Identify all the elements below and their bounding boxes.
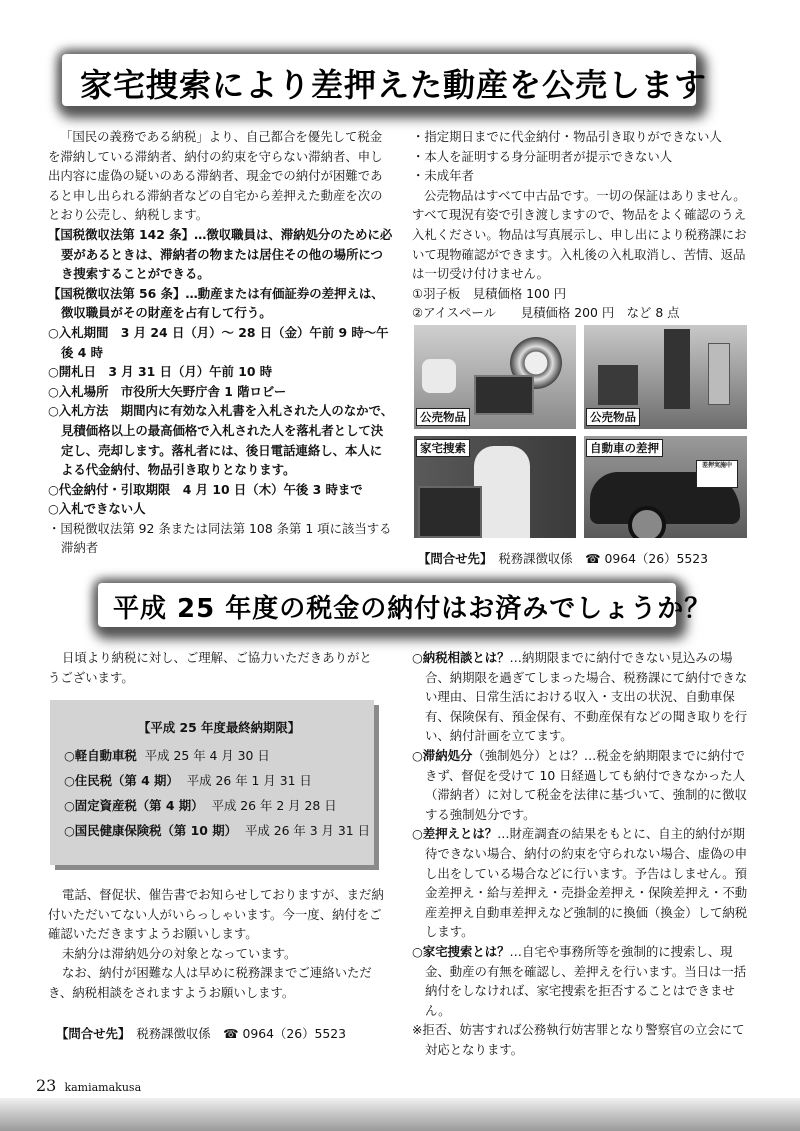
section1-right-column	[412, 127, 750, 323]
photo-auction-items-2	[584, 325, 747, 429]
deadline-row-name: ○国民健康保険税（第 10 期）	[64, 823, 237, 838]
deadline-box	[50, 700, 374, 865]
contact1	[418, 549, 708, 569]
deadline-row-date: 平成 25 年 4 月 30 日	[144, 748, 270, 763]
ineligible-item-4: ・未成年者	[412, 168, 474, 184]
intro-paragraph: 「国民の義務である納税」より、自己都合を優先して税金を滞納している滞納者、納付の約束を守らない滞納者、申し出内容に虚偽の疑いのある滞納者、現金での納付が困難であると申し出られる滞納者などの自宅から差押えた動産を次のとおり公売し、納税します。	[48, 129, 383, 223]
definition-delinquency	[412, 746, 752, 824]
opening-date: ○開札日 3 月 31 日（月）午前 10 時	[48, 364, 273, 380]
section2-title: 平成 25 年度の税金の納付はお済みでしょうか？	[113, 594, 712, 624]
deadline-box-title: 【平成 25 年度最終納期限】	[138, 720, 301, 735]
ineligible-item-3: ・本人を証明する身分証明者が提示できない人	[412, 148, 673, 164]
ineligible-heading: ○入札できない人	[48, 501, 146, 517]
definition-text: …財産調査の結果をもとに、自主的納付が期待できない場合、納付の約束を守られない場合、虚偽の申し出をしている場合などに行います。予告はしません。預金差押え・給与差押え・売掛金差押え・保険差押え・不動産差押え自動車差押えなど強制的に換価（換金）して納税します。	[425, 826, 748, 940]
deadline-row	[64, 771, 312, 789]
photo-house-search	[414, 436, 576, 538]
obstruction-note: ※拒否、妨害すれば公務執行妨害罪となり警察官の立会にて対応となります。	[412, 1022, 745, 1057]
seizure-sign-text: 差押実施中	[701, 462, 732, 469]
consult-paragraph: なお、納付が困難な人は早めに税務課までご連絡いただき、納税相談をされますようお願いします。	[48, 965, 372, 1000]
ineligible-item-2: ・指定期日までに代金納付・物品引き取りができない人	[412, 129, 722, 144]
section1-left-column	[48, 127, 394, 558]
bottle-graphic	[708, 343, 730, 405]
contact2-label: 【問合せ先】	[56, 1026, 131, 1041]
deadline-row	[64, 821, 370, 839]
notice-paragraph: 電話、督促状、催告書でお知らせしておりますが、まだ納付いただいてない人がいらっしゃいます。今一度、納付をご確認いただきますようお願いします。	[48, 887, 384, 942]
auction-notes: 公売物品はすべて中古品です。一切の保証はありません。すべて現況有姿で引き渡しますので、物品をよく確認のうえ入札ください。物品は写真展示し、申し出により税務課において現物確認ができます。入札後の入札取消し、苦情、返品は一切受け付けません。	[412, 187, 747, 282]
photo-label-4: 自動車の差押	[586, 439, 663, 457]
definition-text: …自宅や事務所等を強制的に捜索し、現金、動産の有無を確認し、差押えを行います。当日は一括納付をしなければ、家宅捜索を拒否することはできません。	[425, 943, 747, 1018]
deadline-row-name: ○住民税（第 4 期）	[64, 773, 179, 788]
definition-seizure	[412, 824, 752, 942]
definition-text: …納期限までに納付できない見込みの場合、納期限を過ぎてしまった場合、税務課にて納付できない理由、日常生活における収入・支出の状況、自動車保有、保険保有、預金保有、不動産保有などの聞き取りを行い、納付計画を立てます。	[425, 650, 748, 744]
law-56: 【国税徴収法第 56 条】…動産または有価証券の差押えは、徴収職員がその財産を占有して行う。	[48, 285, 384, 321]
seizure-sign	[696, 460, 738, 488]
ineligible-item-1: ・国税徴収法第 92 条または同法第 108 条第 1 項に該当する滞納者	[48, 520, 392, 556]
definition-search	[412, 942, 752, 1020]
bid-method: ○入札方法 期間内に有効な入札書を入札された人のなかで、見積価格以上の最高価格で入札された人を落札者として決定し、売却します。落札者には、後日電話連絡し、本人による代金納付、物品引き取りとなります。	[48, 403, 394, 478]
deadline-row-name: ○軽自動車税	[64, 748, 137, 763]
footer-bar	[0, 1098, 800, 1131]
drawer-graphic	[418, 486, 482, 538]
section1-title: 家宅捜索により差押えた動産を公売します	[80, 66, 708, 104]
box-graphic	[474, 375, 534, 415]
definition-head: ○家宅捜索とは？	[412, 943, 510, 959]
item-2: ②アイスペール 見積価格 200 円 など 8 点	[412, 305, 680, 321]
footer-brand: kamiamakusa	[64, 1081, 142, 1094]
item-1: ①羽子板 見積価格 100 円	[412, 285, 567, 301]
photo-label-3: 家宅捜索	[416, 439, 470, 457]
contact2	[56, 1024, 346, 1044]
deadline-row	[64, 796, 337, 814]
law-142: 【国税徴収法第 142 条】…徴収職員は、滞納処分のために必要があるときは、滞納者の物または居住その他の場所につき捜索することができる。	[48, 226, 393, 282]
definition-head: ○滞納処分	[412, 747, 473, 763]
definition-consultation	[412, 648, 752, 746]
payment-deadline: ○代金納付・引取期限 4 月 10 日（木）午後 3 時まで	[48, 481, 363, 497]
bid-location: ○入札場所 市役所大矢野庁舎 1 階ロビー	[48, 383, 287, 399]
photo-auction-items-1	[414, 325, 576, 429]
definition-head: ○納税相談とは？	[412, 650, 510, 665]
contact1-text: 税務課徴収係 ☎ 0964（26）5523	[498, 551, 709, 566]
deadline-row-date: 平成 26 年 1 月 31 日	[186, 773, 312, 788]
photo-car-seizure	[584, 436, 747, 538]
kettle-graphic	[422, 359, 456, 393]
boxes-graphic	[598, 365, 638, 405]
section2-left-body	[48, 885, 384, 1003]
deadline-row-name: ○固定資産税（第 4 期）	[64, 798, 204, 813]
doll-graphic	[664, 329, 690, 409]
wheel-graphic	[628, 506, 666, 538]
footer	[36, 1076, 141, 1095]
deadline-row	[64, 746, 270, 764]
contact2-text: 税務課徴収係 ☎ 0964（26）5523	[136, 1026, 347, 1041]
definition-text: （強制処分）とは？…税金を納期限までに納付できず、督促を受けて 10 日経過しても納付できなかった人（滞納者）に対して税金を法律に基づいて、強制的に徴収する強制処分です。	[425, 747, 747, 822]
photo-label-2: 公売物品	[586, 408, 640, 426]
bid-period: ○入札期間 3 月 24 日（月）～ 28 日（金）午前 9 時～午後 4 時	[48, 324, 389, 360]
contact1-label: 【問合せ先】	[418, 551, 493, 566]
section2-intro: 日頃より納税に対し、ご理解、ご協力いただきありがとうございます。	[48, 650, 372, 685]
deadline-row-date: 平成 26 年 2 月 28 日	[211, 798, 337, 813]
officer-graphic	[474, 446, 530, 538]
deadline-row-date: 平成 26 年 3 月 31 日	[244, 823, 370, 838]
section2-right-column	[412, 648, 752, 1059]
unpaid-notice: 未納分は滞納処分の対象となっています。	[62, 945, 297, 961]
photo-label-1: 公売物品	[416, 408, 470, 426]
definition-head: ○差押えとは？	[412, 826, 498, 842]
page-number: 23	[36, 1076, 57, 1095]
